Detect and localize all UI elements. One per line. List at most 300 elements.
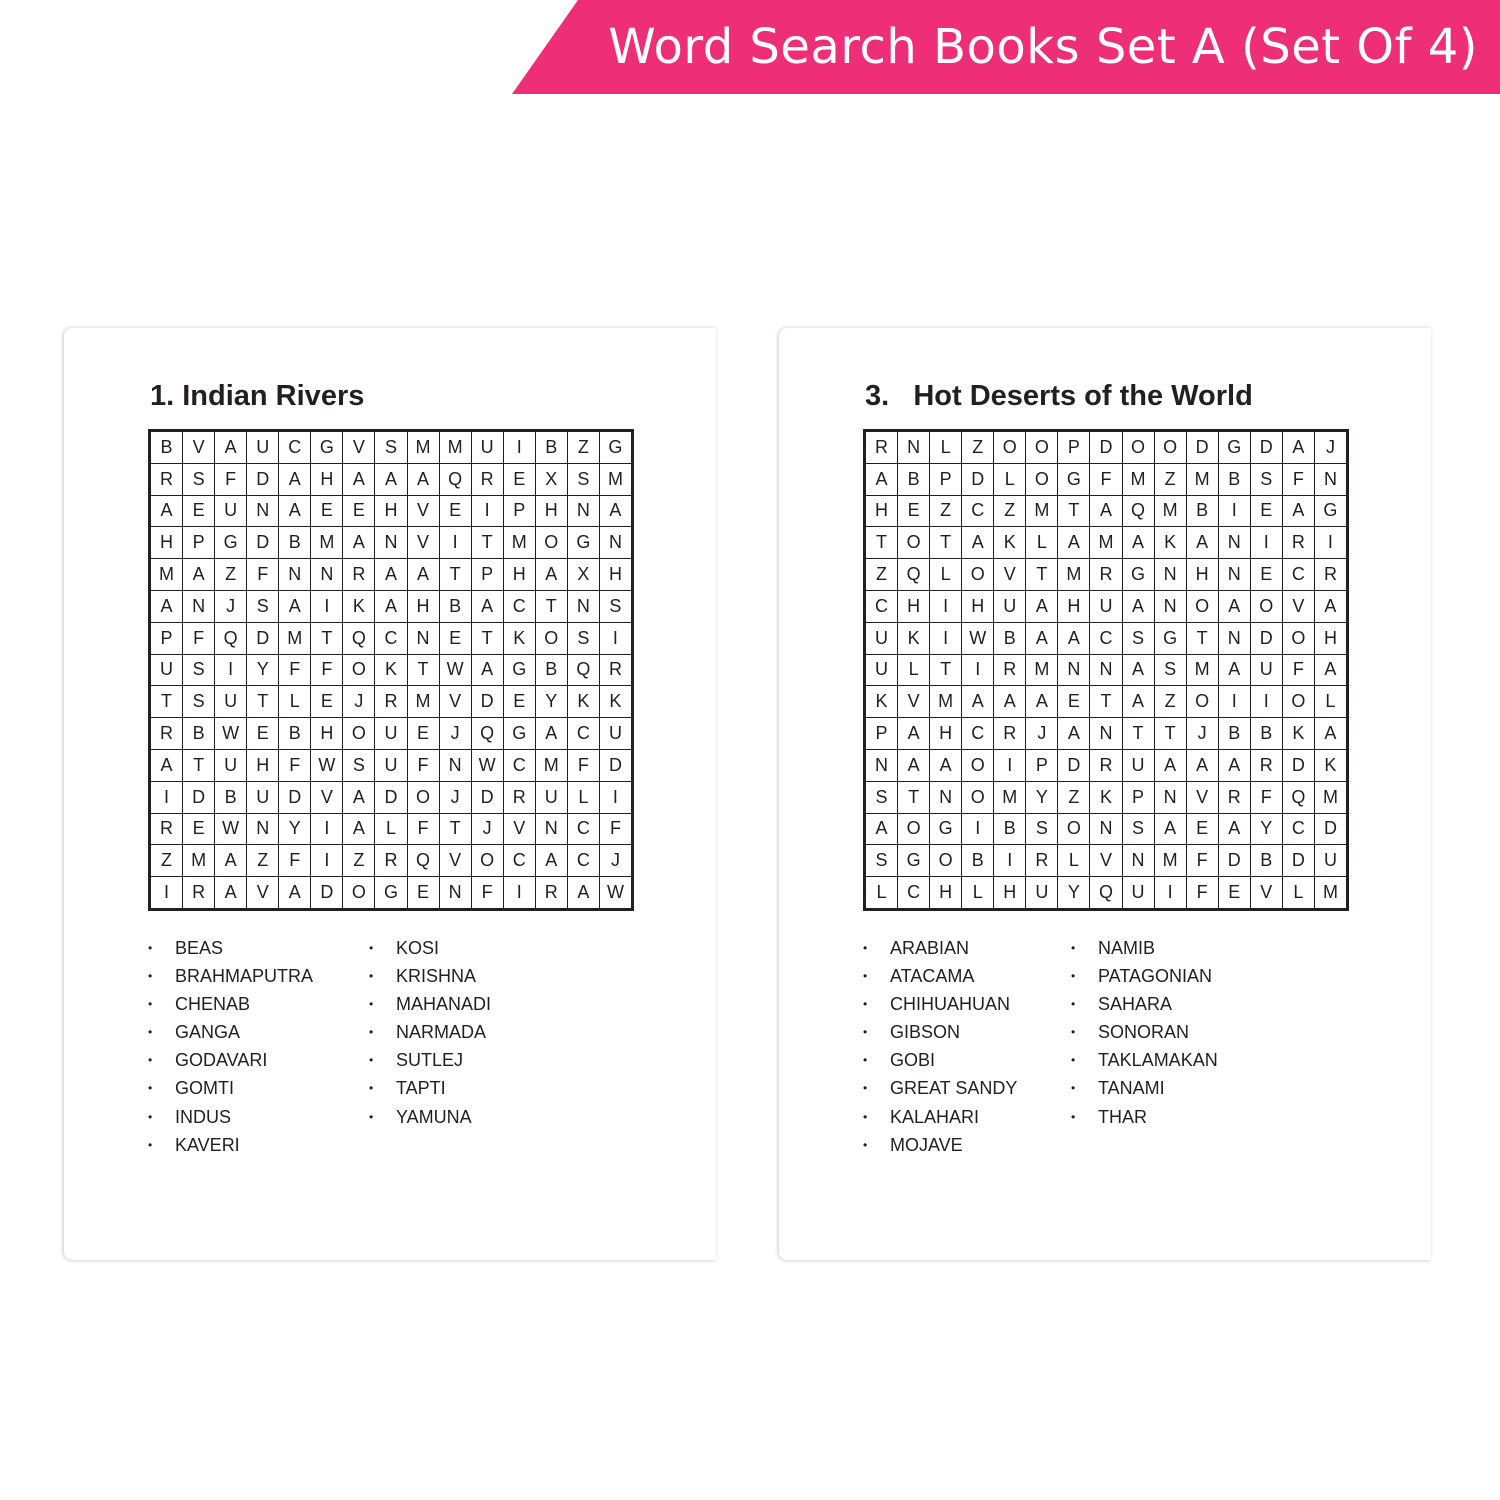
- grid-cell: C: [898, 877, 930, 909]
- grid-cell: S: [183, 654, 215, 686]
- grid-cell: I: [503, 432, 535, 464]
- word-list-item: [369, 1046, 569, 1074]
- grid-row: [151, 432, 632, 464]
- grid-cell: H: [503, 559, 535, 591]
- grid-cell: R: [151, 813, 183, 845]
- grid-cell: O: [407, 781, 439, 813]
- grid-cell: D: [1282, 845, 1314, 877]
- word-list-item: [369, 990, 569, 1018]
- grid-cell: E: [407, 718, 439, 750]
- puzzle-title: 1. Indian Rivers: [150, 380, 365, 412]
- grid-cell: A: [1154, 749, 1186, 781]
- grid-cell: R: [1218, 781, 1250, 813]
- grid-cell: T: [930, 654, 962, 686]
- grid-cell: U: [994, 590, 1026, 622]
- grid-cell: D: [183, 781, 215, 813]
- grid-cell: A: [343, 527, 375, 559]
- word-text: GODAVARI: [175, 1050, 268, 1071]
- grid-cell: O: [1282, 686, 1314, 718]
- word-text: ATACAMA: [890, 966, 975, 987]
- grid-cell: O: [930, 845, 962, 877]
- grid-cell: N: [407, 622, 439, 654]
- grid-cell: W: [471, 749, 503, 781]
- grid-cell: O: [994, 432, 1026, 464]
- grid-cell: T: [1058, 495, 1090, 527]
- grid-cell: K: [898, 622, 930, 654]
- grid-cell: A: [279, 590, 311, 622]
- grid-cell: V: [994, 559, 1026, 591]
- grid-cell: A: [1218, 749, 1250, 781]
- grid-cell: J: [439, 718, 471, 750]
- bullet-icon: •: [1071, 997, 1076, 1012]
- grid-cell: H: [994, 877, 1026, 909]
- word-list-item: [1071, 1103, 1271, 1131]
- grid-cell: Q: [1122, 495, 1154, 527]
- grid-cell: H: [1314, 622, 1346, 654]
- grid-cell: I: [311, 590, 343, 622]
- grid-row: [866, 813, 1347, 845]
- grid-cell: C: [375, 622, 407, 654]
- banner-title: Word Search Books Set A (Set Of 4): [608, 19, 1478, 75]
- grid-row: [151, 686, 632, 718]
- grid-cell: H: [1058, 590, 1090, 622]
- grid-cell: C: [503, 845, 535, 877]
- grid-cell: R: [1026, 845, 1058, 877]
- grid-cell: N: [279, 559, 311, 591]
- word-list-item: [1071, 1074, 1271, 1102]
- grid-row: [151, 749, 632, 781]
- grid-cell: F: [279, 654, 311, 686]
- word-list-item: [148, 1018, 348, 1046]
- grid-cell: V: [407, 495, 439, 527]
- grid-cell: N: [535, 813, 567, 845]
- grid-row: [151, 718, 632, 750]
- grid-cell: U: [215, 749, 247, 781]
- grid-cell: N: [311, 559, 343, 591]
- puzzle-page-hot-deserts: [779, 328, 1431, 1260]
- grid-cell: A: [535, 559, 567, 591]
- grid-cell: I: [151, 781, 183, 813]
- grid-cell: R: [1282, 527, 1314, 559]
- grid-cell: D: [311, 877, 343, 909]
- grid-cell: N: [567, 495, 599, 527]
- word-text: KRISHNA: [396, 966, 477, 987]
- grid-cell: N: [439, 749, 471, 781]
- grid-cell: G: [215, 527, 247, 559]
- grid-cell: G: [930, 813, 962, 845]
- grid-cell: Q: [215, 622, 247, 654]
- grid-cell: C: [279, 432, 311, 464]
- grid-cell: F: [1186, 845, 1218, 877]
- grid-cell: P: [866, 718, 898, 750]
- grid-cell: Q: [343, 622, 375, 654]
- grid-cell: B: [1250, 845, 1282, 877]
- grid-cell: N: [247, 495, 279, 527]
- grid-cell: H: [930, 877, 962, 909]
- grid-cell: B: [439, 590, 471, 622]
- grid-cell: S: [599, 590, 631, 622]
- grid-cell: A: [471, 654, 503, 686]
- grid-cell: H: [151, 527, 183, 559]
- grid-cell: R: [471, 463, 503, 495]
- grid-cell: B: [151, 432, 183, 464]
- grid-cell: A: [1122, 527, 1154, 559]
- grid-cell: X: [535, 463, 567, 495]
- word-list-item: [369, 1018, 569, 1046]
- grid-cell: A: [1058, 718, 1090, 750]
- grid-cell: A: [866, 463, 898, 495]
- grid-cell: L: [898, 654, 930, 686]
- grid-cell: I: [215, 654, 247, 686]
- grid-cell: G: [503, 718, 535, 750]
- grid-cell: K: [567, 686, 599, 718]
- grid-cell: F: [1282, 654, 1314, 686]
- grid-cell: A: [1026, 622, 1058, 654]
- grid-cell: T: [471, 527, 503, 559]
- grid-row: [866, 686, 1347, 718]
- grid-cell: A: [1090, 495, 1122, 527]
- grid-cell: K: [343, 590, 375, 622]
- grid-cell: S: [247, 590, 279, 622]
- grid-cell: F: [1250, 781, 1282, 813]
- grid-cell: A: [375, 463, 407, 495]
- grid-cell: Z: [215, 559, 247, 591]
- grid-cell: I: [1250, 527, 1282, 559]
- grid-cell: B: [1250, 718, 1282, 750]
- grid-cell: I: [439, 527, 471, 559]
- grid-cell: R: [994, 718, 1026, 750]
- word-list-item: [148, 934, 348, 962]
- grid-cell: M: [1026, 654, 1058, 686]
- grid-cell: R: [183, 877, 215, 909]
- grid-cell: R: [151, 718, 183, 750]
- grid-cell: M: [994, 781, 1026, 813]
- bullet-icon: •: [369, 969, 374, 984]
- grid-cell: A: [535, 718, 567, 750]
- grid-cell: A: [930, 749, 962, 781]
- puzzle-page-indian-rivers: [64, 328, 716, 1260]
- grid-row: [151, 559, 632, 591]
- grid-cell: O: [962, 749, 994, 781]
- grid-row: [866, 845, 1347, 877]
- grid-cell: P: [471, 559, 503, 591]
- grid-cell: U: [375, 718, 407, 750]
- grid-cell: D: [962, 463, 994, 495]
- grid-cell: D: [471, 781, 503, 813]
- word-list-item: [863, 1131, 1063, 1159]
- grid-cell: N: [1122, 845, 1154, 877]
- grid-cell: U: [215, 495, 247, 527]
- grid-cell: O: [1186, 590, 1218, 622]
- grid-cell: J: [471, 813, 503, 845]
- word-list-item: [1071, 1046, 1271, 1074]
- bullet-icon: •: [369, 1109, 374, 1124]
- grid-cell: T: [183, 749, 215, 781]
- grid-cell: I: [599, 781, 631, 813]
- bullet-icon: •: [148, 1109, 153, 1124]
- word-list-item: [369, 962, 569, 990]
- grid-cell: M: [1154, 495, 1186, 527]
- grid-cell: V: [1090, 845, 1122, 877]
- grid-cell: H: [375, 495, 407, 527]
- word-text: GIBSON: [890, 1022, 961, 1043]
- grid-cell: R: [375, 686, 407, 718]
- grid-cell: C: [567, 845, 599, 877]
- grid-cell: D: [1314, 813, 1346, 845]
- grid-cell: A: [962, 527, 994, 559]
- grid-cell: D: [471, 686, 503, 718]
- grid-cell: A: [215, 432, 247, 464]
- word-text: GREAT SANDY: [890, 1078, 1018, 1099]
- grid-row: [866, 877, 1347, 909]
- grid-cell: E: [898, 495, 930, 527]
- grid-cell: I: [151, 877, 183, 909]
- grid-cell: T: [471, 622, 503, 654]
- grid-cell: H: [962, 590, 994, 622]
- grid-cell: G: [1218, 432, 1250, 464]
- grid-cell: Z: [1154, 686, 1186, 718]
- grid-cell: Q: [898, 559, 930, 591]
- grid-cell: O: [1058, 813, 1090, 845]
- grid-cell: U: [866, 654, 898, 686]
- grid-cell: E: [1186, 813, 1218, 845]
- grid-row: [151, 495, 632, 527]
- grid-cell: P: [183, 527, 215, 559]
- word-list-item: [148, 1074, 348, 1102]
- grid-cell: U: [247, 781, 279, 813]
- grid-cell: T: [247, 686, 279, 718]
- letter-grid: [863, 429, 1349, 911]
- grid-cell: J: [1186, 718, 1218, 750]
- grid-cell: B: [535, 432, 567, 464]
- word-text: ARABIAN: [890, 938, 970, 958]
- bullet-icon: •: [863, 1025, 868, 1040]
- bullet-icon: •: [148, 1137, 153, 1152]
- word-list-item: [369, 1074, 569, 1102]
- grid-cell: M: [599, 463, 631, 495]
- grid-cell: A: [535, 845, 567, 877]
- bullet-icon: •: [863, 941, 868, 955]
- grid-cell: E: [247, 718, 279, 750]
- word-list-item: [1071, 934, 1271, 962]
- word-list-item: [1071, 990, 1271, 1018]
- bullet-icon: •: [148, 1081, 153, 1096]
- grid-cell: N: [930, 781, 962, 813]
- grid-cell: D: [375, 781, 407, 813]
- grid-cell: Y: [1026, 781, 1058, 813]
- grid-cell: D: [1186, 432, 1218, 464]
- grid-cell: T: [866, 527, 898, 559]
- grid-cell: U: [1090, 590, 1122, 622]
- word-list-item: [863, 1018, 1063, 1046]
- word-text: GOBI: [890, 1050, 936, 1071]
- grid-cell: F: [215, 463, 247, 495]
- grid-cell: O: [471, 845, 503, 877]
- grid-cell: U: [1122, 749, 1154, 781]
- grid-row: [866, 781, 1347, 813]
- grid-cell: I: [471, 495, 503, 527]
- grid-cell: A: [1314, 590, 1346, 622]
- grid-cell: K: [503, 622, 535, 654]
- bullet-icon: •: [1071, 1025, 1076, 1040]
- grid-cell: F: [599, 813, 631, 845]
- grid-cell: G: [1314, 495, 1346, 527]
- bullet-icon: •: [369, 941, 374, 955]
- word-text: KALAHARI: [890, 1106, 980, 1127]
- grid-cell: D: [247, 527, 279, 559]
- grid-cell: N: [1218, 559, 1250, 591]
- grid-cell: B: [215, 781, 247, 813]
- grid-cell: G: [1058, 463, 1090, 495]
- grid-cell: H: [930, 718, 962, 750]
- grid-cell: A: [1282, 432, 1314, 464]
- grid-cell: S: [1250, 463, 1282, 495]
- grid-cell: O: [962, 559, 994, 591]
- grid-cell: U: [599, 718, 631, 750]
- grid-row: [151, 877, 632, 909]
- grid-cell: Q: [1282, 781, 1314, 813]
- grid-cell: L: [1058, 845, 1090, 877]
- grid-cell: T: [1090, 686, 1122, 718]
- grid-cell: J: [1026, 718, 1058, 750]
- grid-cell: F: [247, 559, 279, 591]
- grid-cell: B: [1186, 495, 1218, 527]
- grid-cell: U: [1314, 845, 1346, 877]
- grid-cell: F: [407, 749, 439, 781]
- grid-cell: F: [311, 654, 343, 686]
- grid-cell: O: [535, 622, 567, 654]
- grid-cell: F: [1090, 463, 1122, 495]
- grid-cell: A: [279, 877, 311, 909]
- grid-cell: V: [247, 877, 279, 909]
- grid-cell: K: [375, 654, 407, 686]
- grid-cell: G: [599, 432, 631, 464]
- bullet-icon: •: [148, 997, 153, 1012]
- grid-cell: F: [407, 813, 439, 845]
- grid-cell: N: [1154, 781, 1186, 813]
- grid-cell: I: [930, 590, 962, 622]
- grid-cell: Z: [962, 432, 994, 464]
- header-banner: [0, 0, 1500, 94]
- grid-cell: O: [1122, 432, 1154, 464]
- word-list-item: [863, 1103, 1063, 1131]
- grid-cell: B: [994, 622, 1026, 654]
- grid-cell: V: [1250, 877, 1282, 909]
- word-text: BEAS: [175, 938, 224, 958]
- grid-row: [866, 559, 1347, 591]
- grid-cell: V: [439, 686, 471, 718]
- word-list-item: [863, 962, 1063, 990]
- grid-cell: B: [279, 527, 311, 559]
- word-list-item: [148, 962, 348, 990]
- grid-cell: H: [247, 749, 279, 781]
- grid-cell: K: [599, 686, 631, 718]
- grid-cell: E: [407, 877, 439, 909]
- bullet-icon: •: [863, 1137, 868, 1152]
- grid-cell: M: [407, 432, 439, 464]
- bullet-icon: •: [863, 969, 868, 984]
- bullet-icon: •: [863, 1081, 868, 1096]
- grid-cell: C: [567, 813, 599, 845]
- grid-cell: L: [1314, 686, 1346, 718]
- grid-cell: C: [1090, 622, 1122, 654]
- grid-cell: N: [866, 749, 898, 781]
- grid-cell: V: [1186, 781, 1218, 813]
- grid-cell: U: [535, 781, 567, 813]
- grid-cell: H: [1186, 559, 1218, 591]
- grid-cell: N: [375, 527, 407, 559]
- grid-row: [866, 590, 1347, 622]
- grid-cell: T: [1186, 622, 1218, 654]
- grid-cell: V: [898, 686, 930, 718]
- letter-grid: [148, 429, 634, 911]
- grid-row: [151, 590, 632, 622]
- grid-cell: A: [1218, 813, 1250, 845]
- grid-row: [866, 622, 1347, 654]
- grid-cell: N: [1090, 654, 1122, 686]
- word-text: PATAGONIAN: [1098, 966, 1213, 987]
- grid-cell: Y: [535, 686, 567, 718]
- grid-cell: A: [1122, 654, 1154, 686]
- grid-cell: Y: [1058, 877, 1090, 909]
- grid-row: [866, 432, 1347, 464]
- grid-cell: K: [866, 686, 898, 718]
- grid-cell: A: [1058, 527, 1090, 559]
- grid-cell: H: [407, 590, 439, 622]
- grid-cell: A: [375, 559, 407, 591]
- grid-cell: A: [407, 463, 439, 495]
- grid-cell: P: [1058, 432, 1090, 464]
- grid-row: [151, 781, 632, 813]
- grid-cell: U: [1026, 877, 1058, 909]
- grid-cell: P: [151, 622, 183, 654]
- grid-cell: O: [898, 527, 930, 559]
- grid-cell: B: [994, 813, 1026, 845]
- grid-cell: K: [1314, 749, 1346, 781]
- grid-cell: A: [375, 590, 407, 622]
- grid-cell: O: [343, 877, 375, 909]
- grid-cell: G: [311, 432, 343, 464]
- grid-cell: H: [599, 559, 631, 591]
- grid-cell: T: [898, 781, 930, 813]
- grid-cell: E: [503, 463, 535, 495]
- grid-cell: A: [407, 559, 439, 591]
- grid-cell: F: [567, 749, 599, 781]
- grid-cell: O: [962, 781, 994, 813]
- grid-cell: B: [535, 654, 567, 686]
- grid-cell: A: [279, 463, 311, 495]
- word-text: SONORAN: [1098, 1022, 1190, 1043]
- grid-cell: C: [962, 718, 994, 750]
- bullet-icon: •: [1071, 969, 1076, 984]
- grid-cell: L: [866, 877, 898, 909]
- grid-cell: D: [1250, 432, 1282, 464]
- grid-cell: E: [503, 686, 535, 718]
- grid-cell: Z: [994, 495, 1026, 527]
- grid-cell: W: [599, 877, 631, 909]
- grid-cell: P: [930, 463, 962, 495]
- grid-cell: A: [1314, 654, 1346, 686]
- grid-cell: T: [535, 590, 567, 622]
- grid-cell: A: [1026, 590, 1058, 622]
- bullet-icon: •: [863, 997, 868, 1012]
- grid-cell: A: [1314, 718, 1346, 750]
- grid-cell: Z: [343, 845, 375, 877]
- grid-cell: Z: [567, 432, 599, 464]
- grid-cell: B: [183, 718, 215, 750]
- grid-cell: N: [1218, 527, 1250, 559]
- grid-cell: T: [1154, 718, 1186, 750]
